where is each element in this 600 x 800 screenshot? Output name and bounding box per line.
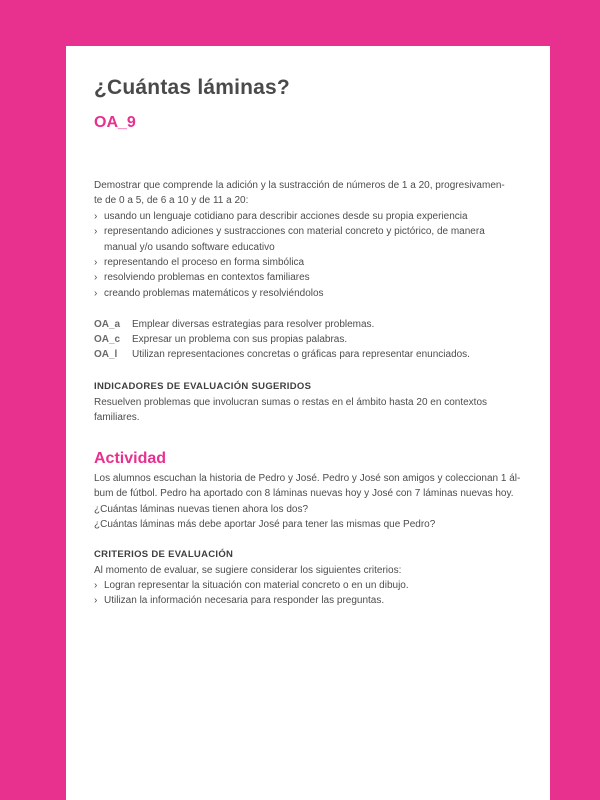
criteria-text: Utilizan la información necesaria para responder las preguntas.: [104, 595, 385, 607]
bullet-text-line: manual y/o usando software educativo: [104, 241, 275, 253]
bullet-text-line: representando el proceso en forma simbólica: [104, 256, 305, 268]
bullet-text: [104, 255, 534, 270]
objective-description-line: Demostrar que comprende la adición y la sustracción de números de 1 a 20, progresivamen-: [94, 180, 505, 191]
bullet-arrow-icon: ›: [94, 272, 98, 284]
bullet-arrow-icon: ›: [94, 287, 98, 299]
bullet-text: [104, 270, 534, 285]
indicators-text-line: Resuelven problemas que involucran sumas o restas en el ámbito hasta 20 en contextos: [94, 397, 488, 408]
objective-code: OA_l: [94, 349, 118, 360]
bullet-text: [104, 209, 534, 224]
objective-text: Expresar un problema con sus propias palabras.: [132, 334, 348, 345]
activity-text-line: bum de fútbol. Pedro ha aportado con 8 láminas nuevas hoy y José con 7 láminas nuevas hoy.: [94, 488, 514, 500]
objective-text: Utilizan representaciones concretas o gráficas para representar enunciados.: [132, 349, 470, 360]
activity-text-line: ¿Cuántas láminas más debe aportar José para tener las mismas que Pedro?: [94, 518, 436, 530]
objective-description-line: te de 0 a 5, de 6 a 10 y de 11 a 20:: [94, 195, 249, 206]
document-page: [66, 46, 550, 800]
criteria-text: Logran representar la situación con material concreto o en un dibujo.: [104, 580, 409, 591]
bullet-text-line: usando un lenguaje cotidiano para describir acciones desde su propia experiencia: [104, 211, 468, 222]
bullet-text-line: resolviendo problemas en contextos familiares: [104, 272, 310, 284]
activity-heading: Actividad: [94, 450, 167, 467]
bullet-arrow-icon: ›: [94, 226, 98, 238]
bullet-arrow-icon: ›: [94, 595, 98, 607]
criteria-intro: Al momento de evaluar, se sugiere considerar los siguientes criterios:: [94, 565, 402, 576]
objective-code: OA_c: [94, 334, 121, 345]
bullet-arrow-icon: ›: [94, 211, 98, 222]
bullet-text-line: representando adiciones y sustracciones con material concreto y pictórico, de manera: [104, 226, 485, 238]
bullet-arrow-icon: ›: [94, 580, 98, 591]
criteria-heading: CRITERIOS DE EVALUACIÓN: [94, 549, 234, 560]
objective-code-heading: OA_9: [94, 114, 136, 131]
page-title: ¿Cuántas láminas?: [94, 76, 290, 99]
bullet-text: [104, 286, 534, 301]
objective-text: Emplear diversas estrategias para resolver problemas.: [132, 319, 375, 330]
bullet-text-line: creando problemas matemáticos y resolviéndolos: [104, 287, 324, 299]
activity-text-line: Los alumnos escuchan la historia de Pedro y José. Pedro y José son amigos y coleccionan 1 ál-: [94, 473, 521, 484]
indicators-text-line: familiares.: [94, 412, 140, 424]
indicators-heading: INDICADORES DE EVALUACIÓN SUGERIDOS: [94, 381, 312, 392]
bullet-arrow-icon: ›: [94, 256, 98, 268]
bullet-text: [104, 224, 534, 255]
objective-code: OA_a: [94, 319, 121, 330]
activity-text-line: ¿Cuántas láminas nuevas tienen ahora los dos?: [94, 503, 309, 515]
